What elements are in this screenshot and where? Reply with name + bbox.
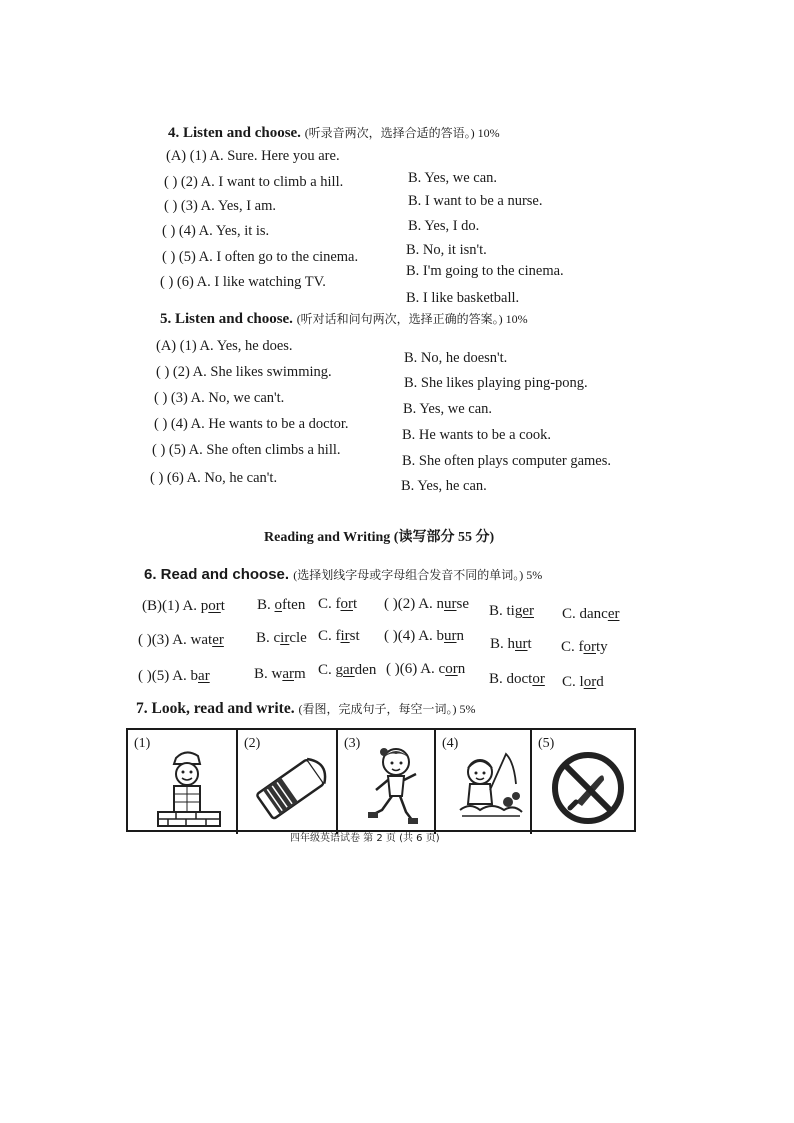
q5-item-4: [154, 416, 349, 433]
answer-slot[interactable]: ( ): [154, 390, 168, 406]
answer-slot[interactable]: ( ): [162, 249, 176, 265]
answer-slot[interactable]: ( ): [384, 596, 398, 612]
item-number: (3): [180, 198, 198, 214]
item-number: (1): [189, 148, 207, 164]
q7-instruction: (看图，完成句子，每空一词。) 5%: [298, 702, 476, 716]
answer-slot[interactable]: (A): [156, 338, 177, 354]
q4-item-1-option-b: B. Yes, we can.: [408, 170, 498, 186]
q6-item-4-option-c: C. forty: [561, 639, 608, 655]
q6-item-1-option-c: C. fort: [318, 596, 358, 612]
q6-item-5: [138, 668, 210, 685]
q5-item-6-option-b: B. Yes, he can.: [401, 478, 487, 494]
answer-slot[interactable]: ( ): [164, 174, 178, 190]
item-number: (4): [170, 416, 188, 432]
q6-item-6-option-c: C. lord: [562, 674, 604, 690]
builder-icon: [142, 744, 230, 830]
picture-number: (3): [344, 736, 361, 751]
q5-item-1: [156, 338, 293, 355]
item-number: (5): [151, 668, 170, 684]
picture-number: (5): [538, 736, 555, 751]
q6-item-4-option-b: B. hurt: [490, 636, 532, 652]
item-number: (1): [162, 598, 180, 614]
q6-item-2-option-c: C. dancer: [562, 606, 620, 622]
section-title-cn: (读写部分 55 分): [393, 530, 495, 545]
q5-item-4-option-b: B. He wants to be a cook.: [402, 427, 551, 443]
option-a: A. No, he can't.: [186, 470, 278, 486]
q6-item-6-option-b: B. doctor: [489, 671, 545, 687]
q5-item-2-option-b: B. She likes playing ping-pong.: [404, 375, 588, 391]
q4-item-3: [164, 198, 276, 215]
q4-item-3-option-b: B. Yes, I do.: [408, 218, 480, 234]
item-number: (5): [178, 249, 196, 265]
option-a: A. port: [182, 598, 225, 614]
q6-item-3-option-b: B. circle: [256, 630, 307, 646]
page-footer: 四年级英语试卷 第 2 页 (共 6 页): [290, 833, 440, 844]
answer-slot[interactable]: ( ): [384, 628, 398, 644]
item-number: (2): [172, 364, 190, 380]
answer-slot[interactable]: ( ): [154, 416, 168, 432]
q4-heading: [168, 124, 500, 142]
option-a: A. He wants to be a doctor.: [190, 416, 349, 432]
item-number: (2): [397, 596, 416, 612]
item-number: (6): [399, 661, 418, 677]
option-a: A. corn: [420, 661, 466, 677]
q6-item-2: [384, 596, 469, 613]
item-number: (2): [180, 174, 198, 190]
item-number: (1): [179, 338, 197, 354]
q4-item-2-option-b: B. I want to be a nurse.: [408, 193, 543, 209]
q7-heading: [136, 700, 475, 718]
picture-number: (1): [134, 736, 151, 751]
option-a: A. No, we can't.: [190, 390, 285, 406]
option-a: A. She often climbs a hill.: [188, 442, 341, 458]
picture-number: (2): [244, 736, 261, 751]
answer-slot[interactable]: ( ): [386, 661, 400, 677]
answer-slot[interactable]: ( ): [152, 442, 166, 458]
q6-item-5-option-c: C. garden: [318, 662, 377, 678]
q4-item-6: [160, 274, 326, 291]
option-a: A. I often go to the cinema.: [198, 249, 359, 265]
answer-slot[interactable]: ( ): [160, 274, 174, 290]
q6-item-6: [386, 661, 465, 678]
item-number: (6): [176, 274, 194, 290]
option-a: A. Sure. Here you are.: [209, 148, 340, 164]
answer-slot[interactable]: ( ): [138, 632, 152, 648]
q5-heading: [160, 310, 528, 328]
q4-instruction: (听录音两次，选择合适的答语。) 10%: [304, 126, 500, 140]
q6-item-5-option-b: B. warm: [254, 666, 306, 682]
q5-item-6: [150, 470, 277, 487]
picture-number: (4): [442, 736, 459, 751]
option-a: A. Yes, I am.: [200, 198, 276, 214]
q4-item-5-option-b: B. I'm going to the cinema.: [406, 263, 564, 279]
option-a: A. Yes, he does.: [199, 338, 293, 354]
q4-item-1: [166, 148, 340, 165]
q4-item-4-option-b: B. No, it isn't.: [406, 242, 487, 258]
picture-cell-2: [236, 730, 336, 834]
q5-item-3-option-b: B. Yes, we can.: [403, 401, 493, 417]
q6-item-3-option-c: C. first: [318, 628, 360, 644]
q4-item-6-option-b: B. I like basketball.: [406, 290, 520, 306]
no-knife-icon: [546, 744, 630, 830]
item-number: (3): [151, 632, 170, 648]
q7-title: 7. Look, read and write.: [136, 700, 295, 717]
answer-slot[interactable]: (B): [142, 598, 162, 614]
q4-item-2: [164, 174, 343, 191]
option-a: A. I like watching TV.: [196, 274, 326, 290]
q6-heading: [144, 566, 542, 583]
picture-cell-4: [434, 730, 530, 834]
q5-item-3: [154, 390, 284, 407]
q5-item-2: [156, 364, 332, 381]
q6-item-4: [384, 628, 464, 645]
q5-item-5-option-b: B. She often plays computer games.: [402, 453, 611, 469]
item-number: (5): [168, 442, 186, 458]
option-a: A. nurse: [418, 596, 470, 612]
section-title-en: Reading and Writing: [264, 530, 391, 545]
option-a: A. water: [172, 632, 224, 648]
item-number: (4): [178, 223, 196, 239]
q6-item-3: [138, 632, 224, 649]
item-number: (4): [397, 628, 416, 644]
option-a: A. She likes swimming.: [192, 364, 332, 380]
picture-cell-5: [530, 730, 634, 834]
q4-item-5: [162, 249, 358, 266]
answer-slot[interactable]: ( ): [156, 364, 170, 380]
option-a: A. bar: [172, 668, 210, 684]
fishing-boy-icon: [450, 744, 530, 830]
q4-title: 4. Listen and choose.: [168, 125, 301, 141]
eraser-icon: [252, 744, 334, 824]
answer-slot[interactable]: ( ): [138, 668, 152, 684]
picture-cell-3: [336, 730, 434, 834]
picture-frame: [126, 728, 636, 832]
item-number: (3): [170, 390, 188, 406]
answer-slot[interactable]: (A): [166, 148, 187, 164]
q6-item-1: [142, 598, 225, 615]
answer-slot[interactable]: ( ): [150, 470, 164, 486]
q4-item-4: [162, 223, 269, 240]
q5-item-5: [152, 442, 341, 459]
q6-item-1-option-b: B. often: [257, 597, 306, 613]
q6-title: 6. Read and choose.: [144, 566, 290, 583]
running-girl-icon: [352, 744, 432, 830]
q6-item-2-option-b: B. tiger: [489, 603, 534, 619]
option-a: A. burn: [418, 628, 465, 644]
picture-cell-1: [128, 730, 236, 834]
q5-instruction: (听对话和问句两次，选择正确的答案。) 10%: [296, 312, 528, 326]
picture-strip: [126, 728, 636, 838]
q6-instruction: (选择划线字母或字母组合发音不同的单词。) 5%: [293, 568, 543, 582]
option-a: A. I want to climb a hill.: [200, 174, 344, 190]
answer-slot[interactable]: ( ): [162, 223, 176, 239]
item-number: (6): [166, 470, 184, 486]
q5-item-1-option-b: B. No, he doesn't.: [404, 350, 508, 366]
q5-title: 5. Listen and choose.: [160, 311, 293, 327]
answer-slot[interactable]: ( ): [164, 198, 178, 214]
section-title: [264, 526, 494, 546]
option-a: A. Yes, it is.: [198, 223, 270, 239]
